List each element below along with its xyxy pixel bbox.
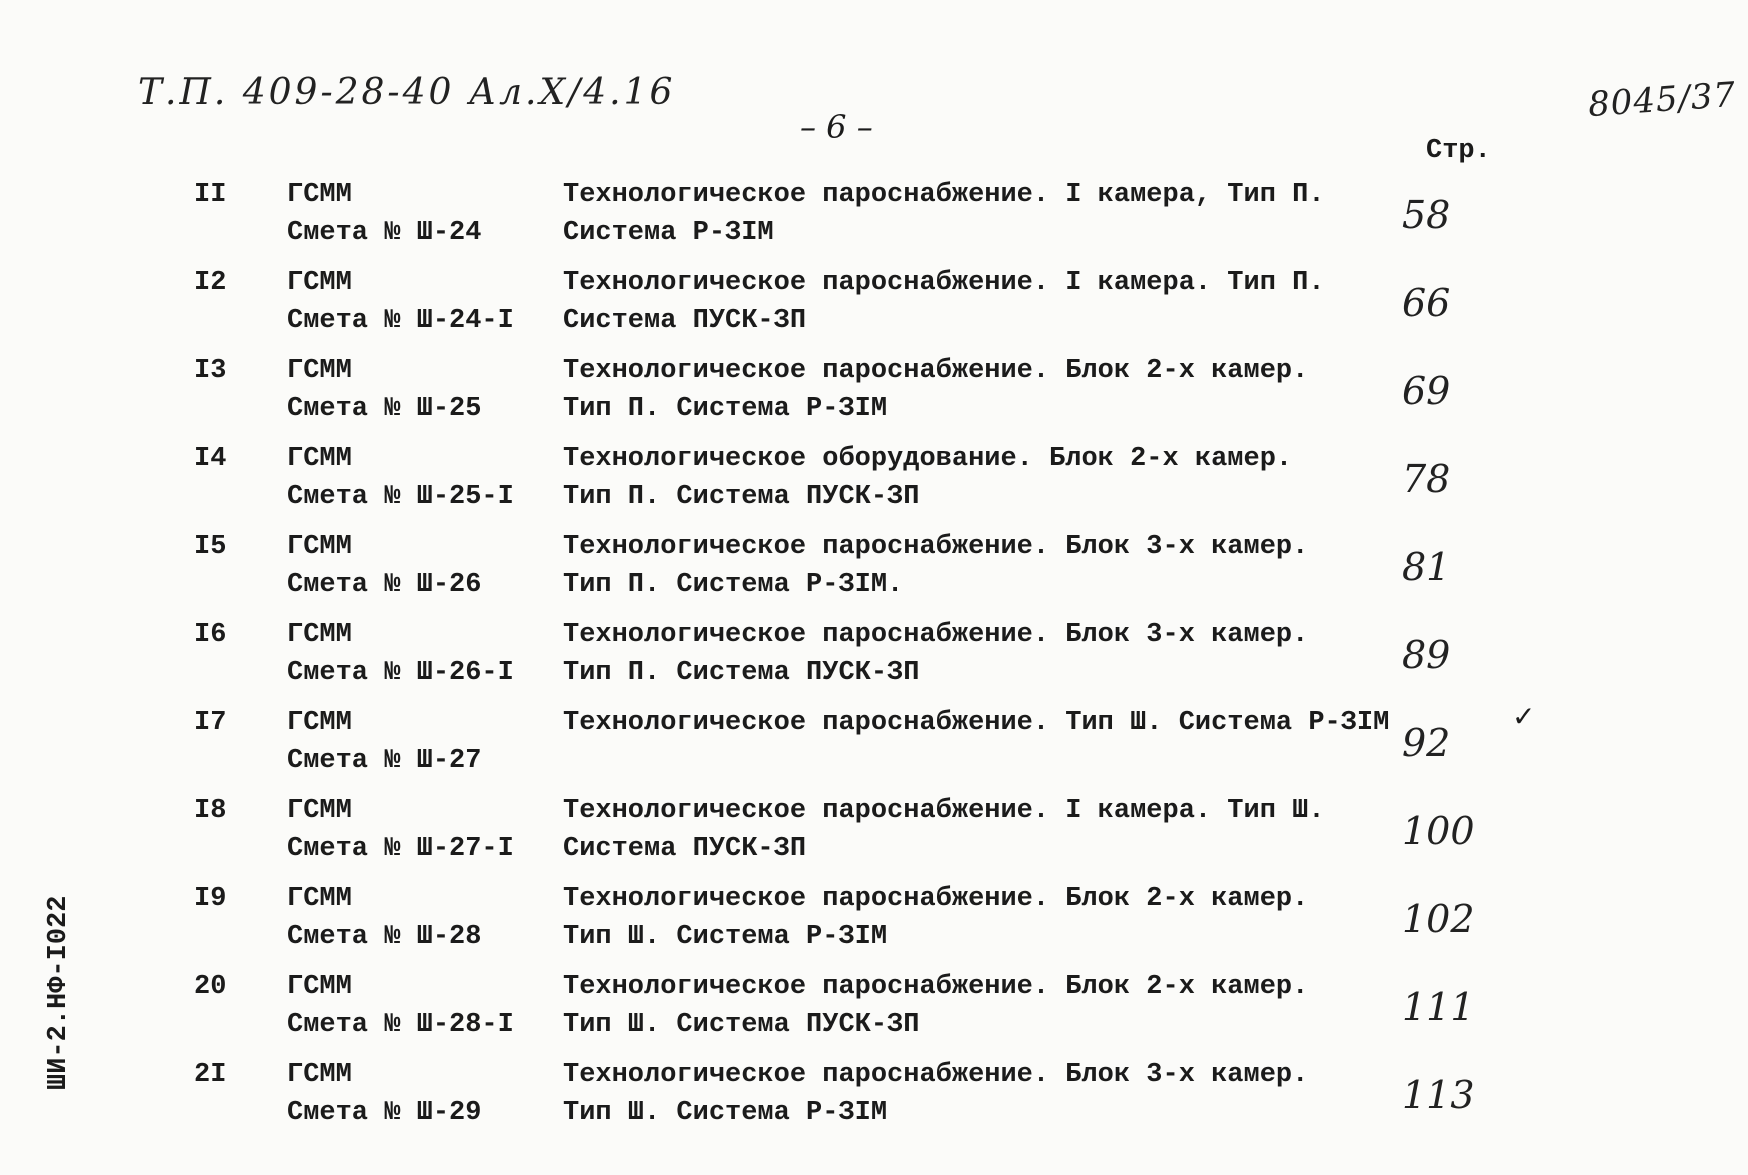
row-number: I9	[194, 884, 227, 914]
row-number: I7	[194, 708, 227, 738]
contents-row	[0, 880, 1748, 966]
title-line-2: Тип П. Система Р-ЗIМ	[563, 394, 888, 424]
organization: ГСММ	[287, 620, 352, 650]
organization: ГСММ	[287, 884, 352, 914]
row-number: I2	[194, 268, 227, 298]
estimate-number: Смета № Ш-28-I	[287, 1010, 514, 1040]
title-line-2: Система Р-ЗIМ	[563, 218, 774, 248]
title-line-1: Технологическое пароснабжение. Тип Ш. Система Р-ЗIМ	[563, 708, 1390, 738]
row-number: I8	[194, 796, 227, 826]
row-number: 2I	[194, 1060, 227, 1090]
estimate-number: Смета № Ш-24-I	[287, 306, 514, 336]
contents-row	[0, 1056, 1748, 1142]
contents-row	[0, 968, 1748, 1054]
page-ref: 58	[1402, 193, 1451, 237]
organization: ГСММ	[287, 532, 352, 562]
title-line-1: Технологическое пароснабжение. I камера, Тип П.	[563, 180, 1325, 210]
estimate-number: Смета № Ш-27-I	[287, 834, 514, 864]
row-number: 20	[194, 972, 227, 1002]
page-ref: 111	[1402, 985, 1475, 1029]
title-line-1: Технологическое пароснабжение. Блок 3-х камер.	[563, 620, 1309, 650]
estimate-number: Смета № Ш-29	[287, 1098, 482, 1128]
title-line-2: Тип Ш. Система Р-ЗIМ	[563, 1098, 888, 1128]
contents-row	[0, 792, 1748, 878]
title-line-2: Система ПУСК-ЗП	[563, 306, 807, 336]
estimate-number: Смета № Ш-28	[287, 922, 482, 952]
estimate-number: Смета № Ш-27	[287, 746, 482, 776]
row-number: II	[194, 180, 227, 210]
page-number: – 6 –	[800, 108, 873, 146]
row-number: I4	[194, 444, 227, 474]
contents-row	[0, 352, 1748, 438]
row-number: I5	[194, 532, 227, 562]
title-line-1: Технологическое пароснабжение. Блок 3-х камер.	[563, 532, 1309, 562]
organization: ГСММ	[287, 444, 352, 474]
title-line-2: Тип П. Система ПУСК-ЗП	[563, 482, 920, 512]
estimate-number: Смета № Ш-26-I	[287, 658, 514, 688]
title-line-1: Технологическое пароснабжение. I камера. Тип Ш.	[563, 796, 1325, 826]
page-ref: 89	[1402, 633, 1451, 677]
contents-row	[0, 528, 1748, 614]
page-ref: 113	[1402, 1073, 1475, 1117]
estimate-number: Смета № Ш-25	[287, 394, 482, 424]
organization: ГСММ	[287, 972, 352, 1002]
page-ref: 78	[1402, 457, 1451, 501]
organization: ГСММ	[287, 708, 352, 738]
title-line-1: Технологическое пароснабжение. Блок 3-х камер.	[563, 1060, 1309, 1090]
title-line-1: Технологическое пароснабжение. Блок 2-х камер.	[563, 356, 1309, 386]
organization: ГСММ	[287, 1060, 352, 1090]
title-line-2: Тип П. Система ПУСК-ЗП	[563, 658, 920, 688]
contents-row	[0, 704, 1748, 790]
contents-row	[0, 616, 1748, 702]
contents-row	[0, 264, 1748, 350]
handwritten-project-code: Т.П. 409-28-40 Ал.Ⅹ/4.16	[138, 72, 676, 113]
organization: ГСММ	[287, 796, 352, 826]
contents-row	[0, 440, 1748, 526]
row-number: I3	[194, 356, 227, 386]
title-line-1: Технологическое оборудование. Блок 2-х камер.	[563, 444, 1293, 474]
title-line-1: Технологическое пароснабжение. Блок 2-х камер.	[563, 884, 1309, 914]
title-line-1: Технологическое пароснабжение. Блок 2-х камер.	[563, 972, 1309, 1002]
contents-row	[0, 176, 1748, 262]
page-ref: 102	[1402, 897, 1475, 941]
organization: ГСММ	[287, 180, 352, 210]
page-ref: 92	[1402, 721, 1451, 765]
side-document-code: ШИ-2.НФ-I022	[44, 895, 74, 1090]
page-ref: 100	[1402, 809, 1475, 853]
page-column-header: Стр.	[1426, 136, 1491, 166]
estimate-number: Смета № Ш-24	[287, 218, 482, 248]
organization: ГСММ	[287, 356, 352, 386]
title-line-2: Тип П. Система Р-ЗIМ.	[563, 570, 904, 600]
title-line-2: Система ПУСК-ЗП	[563, 834, 807, 864]
page-ref: 69	[1402, 369, 1451, 413]
organization: ГСММ	[287, 268, 352, 298]
title-line-1: Технологическое пароснабжение. I камера. Тип П.	[563, 268, 1325, 298]
title-line-2: Тип Ш. Система Р-ЗIМ	[563, 922, 888, 952]
handwritten-archive-number: 8045/37	[1586, 74, 1738, 126]
estimate-number: Смета № Ш-26	[287, 570, 482, 600]
check-mark: ✓	[1512, 700, 1536, 733]
page-ref: 81	[1402, 545, 1451, 589]
estimate-number: Смета № Ш-25-I	[287, 482, 514, 512]
row-number: I6	[194, 620, 227, 650]
title-line-2: Тип Ш. Система ПУСК-ЗП	[563, 1010, 920, 1040]
page-ref: 66	[1402, 281, 1451, 325]
